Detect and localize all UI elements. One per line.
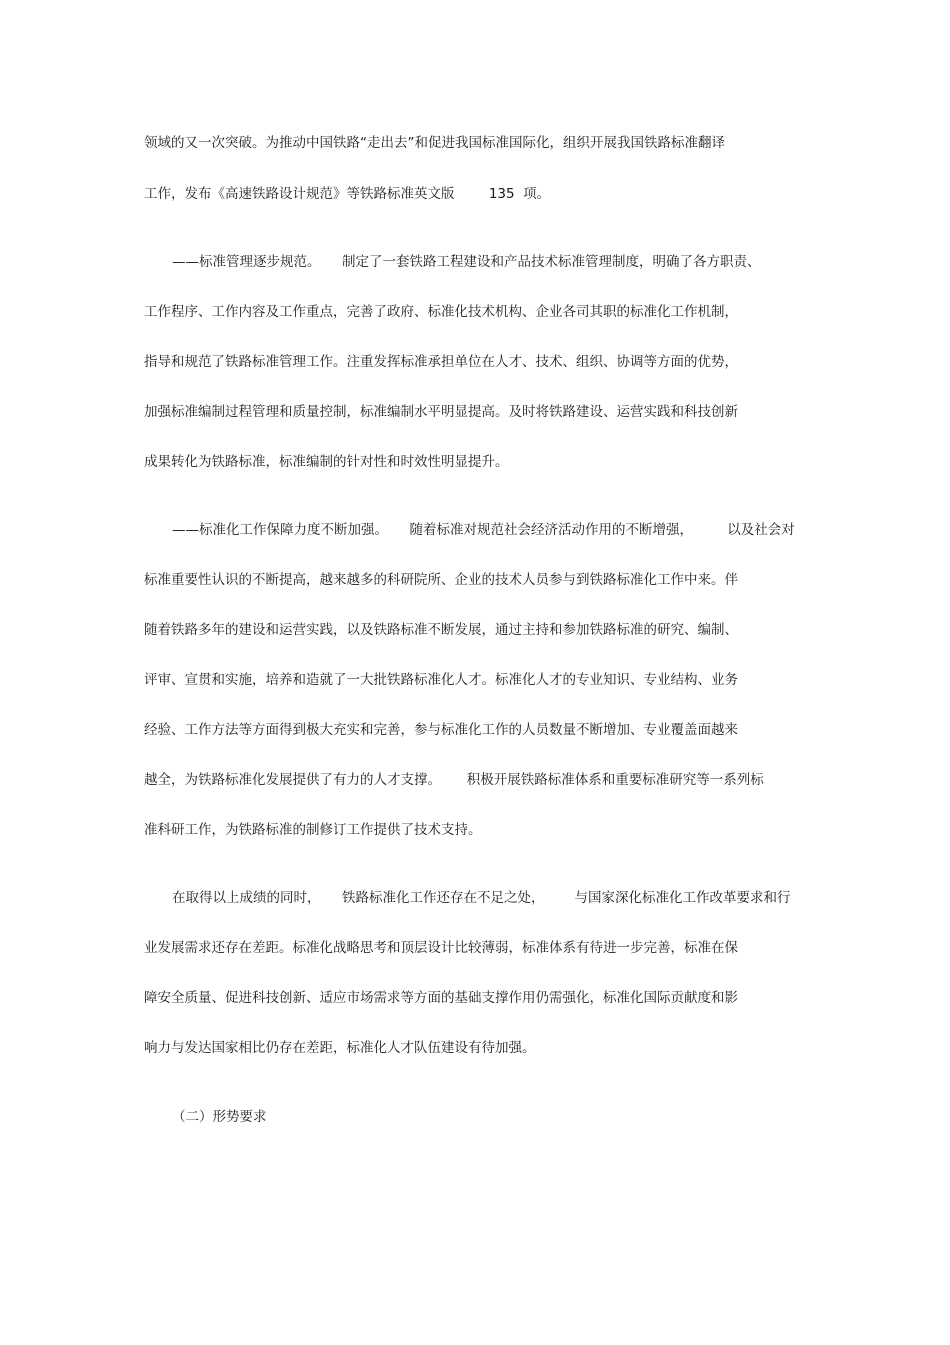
text-line: ——标准化工作保障力度不断加强。 随着标准对规范社会经济活动作用的不断增强， 以及社会对 bbox=[172, 522, 795, 538]
text-line: 经验、工作方法等方面得到极大充实和完善，参与标准化工作的人员数量不断增加、专业覆盖面越来 bbox=[144, 722, 738, 738]
text-line: 指导和规范了铁路标准管理工作。注重发挥标准承担单位在人才、技术、组织、协调等方面的优势， bbox=[144, 354, 738, 370]
text-line: ——标准管理逐步规范。 制定了一套铁路工程建设和产品技术标准管理制度，明确了各方职责、 bbox=[172, 254, 761, 270]
text-line: 越全，为铁路标准化发展提供了有力的人才支撑。 积极开展铁路标准体系和重要标准研究等一系列标 bbox=[144, 772, 764, 788]
text-line: 工作，发布《高速铁路设计规范》等铁路标准英文版 135 项。 bbox=[144, 186, 551, 202]
text-line: 领域的又一次突破。为推动中国铁路“走出去”和促进我国标准国际化，组织开展我国铁路标准翻译 bbox=[144, 135, 725, 151]
section-heading: （二）形势要求 bbox=[172, 1109, 267, 1125]
text-line: 工作程序、工作内容及工作重点，完善了政府、标准化技术机构、企业各司其职的标准化工作机制， bbox=[144, 304, 738, 320]
text-line: 评审、宣贯和实施，培养和造就了一大批铁路标准化人才。标准化人才的专业知识、专业结构、业务 bbox=[144, 672, 738, 688]
text-line: 加强标准编制过程管理和质量控制，标准编制水平明显提高。及时将铁路建设、运营实践和科技创新 bbox=[144, 404, 738, 420]
text-line: 业发展需求还存在差距。标准化战略思考和顶层设计比较薄弱，标准体系有待进一步完善，标准在保 bbox=[144, 940, 738, 956]
text-line: 标准重要性认识的不断提高，越来越多的科研院所、企业的技术人员参与到铁路标准化工作中来。伴 bbox=[144, 572, 738, 588]
text-line: 在取得以上成绩的同时， 铁路标准化工作还存在不足之处， 与国家深化标准化工作改革要求和行 bbox=[172, 890, 791, 906]
text-line: 准科研工作，为铁路标准的制修订工作提供了技术支持。 bbox=[144, 822, 482, 838]
text-line: 响力与发达国家相比仍存在差距，标准化人才队伍建设有待加强。 bbox=[144, 1040, 536, 1056]
text-line: 障安全质量、促进科技创新、适应市场需求等方面的基础支撑作用仍需强化，标准化国际贡献度和影 bbox=[144, 990, 738, 1006]
text-line: 随着铁路多年的建设和运营实践，以及铁路标准不断发展，通过主持和参加铁路标准的研究、编制、 bbox=[144, 622, 738, 638]
text-line: 成果转化为铁路标准，标准编制的针对性和时效性明显提升。 bbox=[144, 454, 509, 470]
